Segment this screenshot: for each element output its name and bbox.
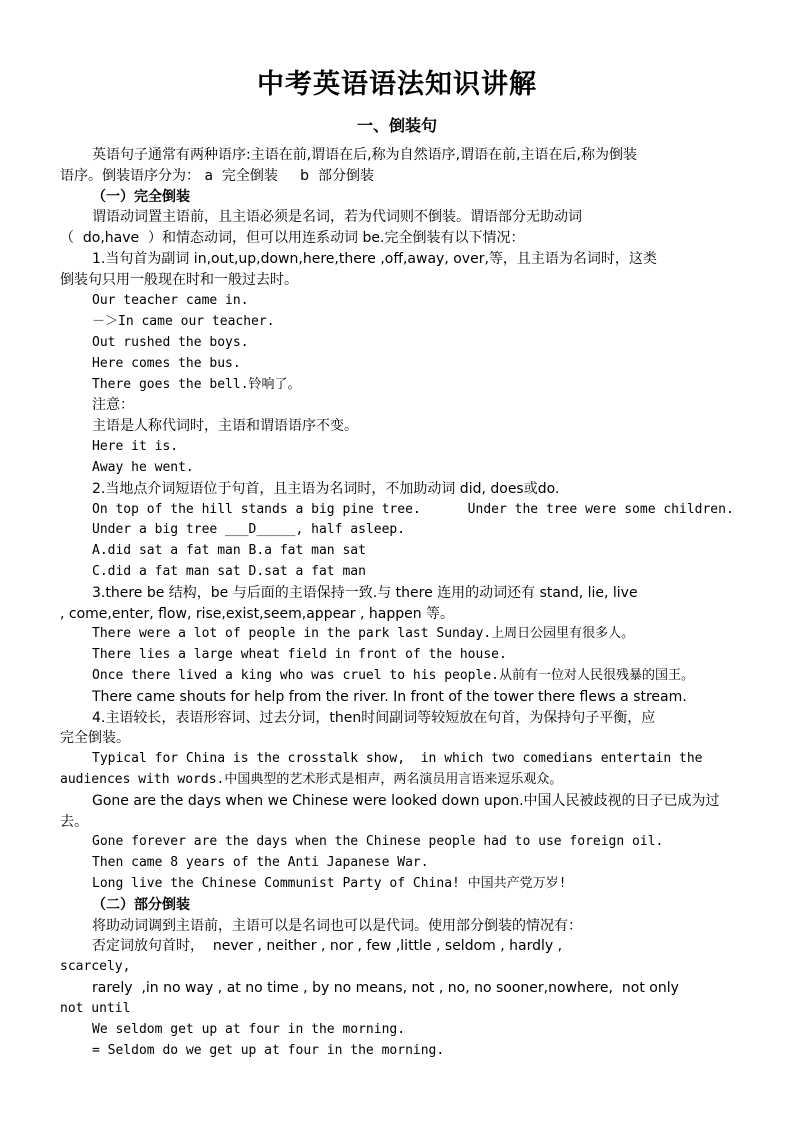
text-line: 主语是人称代词时，主语和谓语语序不变。 [92, 418, 358, 434]
text-line: Then came 8 years of the Anti Japanese War. [92, 855, 429, 870]
text-line: There lies a large wheat field in front of the house. [92, 647, 507, 662]
text-line: audiences with words.中国典型的艺术形式是相声，两名演员用言语来逗乐观众。 [60, 772, 563, 787]
text-line: On top of the hill stands a big pine tree. Under the tree were some children. [92, 502, 734, 517]
text-line: （一）完全倒装 [92, 189, 190, 205]
text-line: A.did sat a fat man B.a fat man sat [92, 543, 366, 558]
text-line: 1.当句首为副词 in,out,up,down,here,there ,off,away, over,等，且主语为名词时，这类 [92, 251, 657, 267]
text-line: Away he went. [92, 460, 194, 475]
text-line: 谓语动词置主语前，且主语必须是名词，若为代词则不倒装。谓语部分无助动词 [92, 209, 582, 225]
text-line: scarcely, [60, 959, 131, 974]
text-line: 倒装句只用一般现在时和一般过去时。 [60, 272, 298, 288]
text-line: Gone are the days when we Chinese were looked down upon.中国人民被歧视的日子已成为过 [92, 793, 720, 809]
text-line: Once there lived a king who was cruel to his people.从前有一位对人民很残暴的国王。 [92, 668, 694, 683]
text-line: 将助动词调到主语前，主语可以是名词也可以是代词。使用部分倒装的情况有： [92, 918, 582, 934]
text-line: not until [60, 1001, 131, 1016]
text-line: Here comes the bus. [92, 356, 241, 371]
section-heading: 一、倒装句 [356, 116, 437, 135]
text-line: Long live the Chinese Communist Party of China! 中国共产党万岁! [92, 876, 567, 891]
text-line: （二）部分倒装 [92, 897, 190, 913]
text-line: 语序。倒装语序分为： a 完全倒装 b 部分倒装 [60, 168, 374, 184]
text-line: 否定词放句首时， never , neither , nor , few ,little , seldom , hardly , [92, 938, 563, 954]
text-line: 去。 [60, 814, 88, 830]
text-line: , come,enter, flow, rise,exist,seem,appear , happen 等。 [60, 606, 455, 622]
text-line: We seldom get up at four in the morning. [92, 1022, 406, 1037]
text-line: Our teacher came in. [92, 293, 249, 308]
text-line: There goes the bell.铃响了。 [92, 377, 301, 392]
text-line: Out rushed the boys. [92, 335, 249, 350]
text-line: Typical for China is the crosstalk show, in which two comedians entertain the [92, 751, 703, 766]
text-line: 英语句子通常有两种语序:主语在前,谓语在后,称为自然语序,谓语在前,主语在后,称为倒装 [92, 147, 637, 163]
text-line: 4.主语较长，表语形容词、过去分词，then时间副词等较短放在句首，为保持句子平衡，应 [92, 710, 656, 726]
text-line: = Seldom do we get up at four in the morning. [92, 1043, 445, 1058]
text-line: －＞In came our teacher. [92, 314, 275, 329]
text-line: 注意： [92, 397, 134, 413]
text-line: 3.there be 结构，be 与后面的主语保持一致.与 there 连用的动词还有 stand, lie, live [92, 585, 638, 601]
text-line: （ do,have ）和情态动词，但可以用连系动词 be.完全倒装有以下情况： [60, 230, 525, 246]
page-title: 中考英语语法知识讲解 [257, 69, 537, 100]
text-line: C.did a fat man sat D.sat a fat man [92, 564, 366, 579]
text-line: Here it is. [92, 439, 179, 454]
text-line: Gone forever are the days when the Chinese people had to use foreign oil. [92, 834, 664, 849]
text-line: Under a big tree ___D_____, half asleep. [92, 522, 406, 537]
text-line: rarely ,in no way , at no time , by no means, not , no, no sooner,nowhere, not only [92, 980, 679, 996]
text-line: There came shouts for help from the river. In front of the tower there flews a stream. [92, 689, 687, 705]
text-line: 2.当地点介词短语位于句首，且主语为名词时，不加助动词 did, does或do. [92, 481, 560, 497]
text-line: There were a lot of people in the park last Sunday.上周日公园里有很多人。 [92, 626, 635, 641]
text-line: 完全倒装。 [60, 730, 130, 746]
